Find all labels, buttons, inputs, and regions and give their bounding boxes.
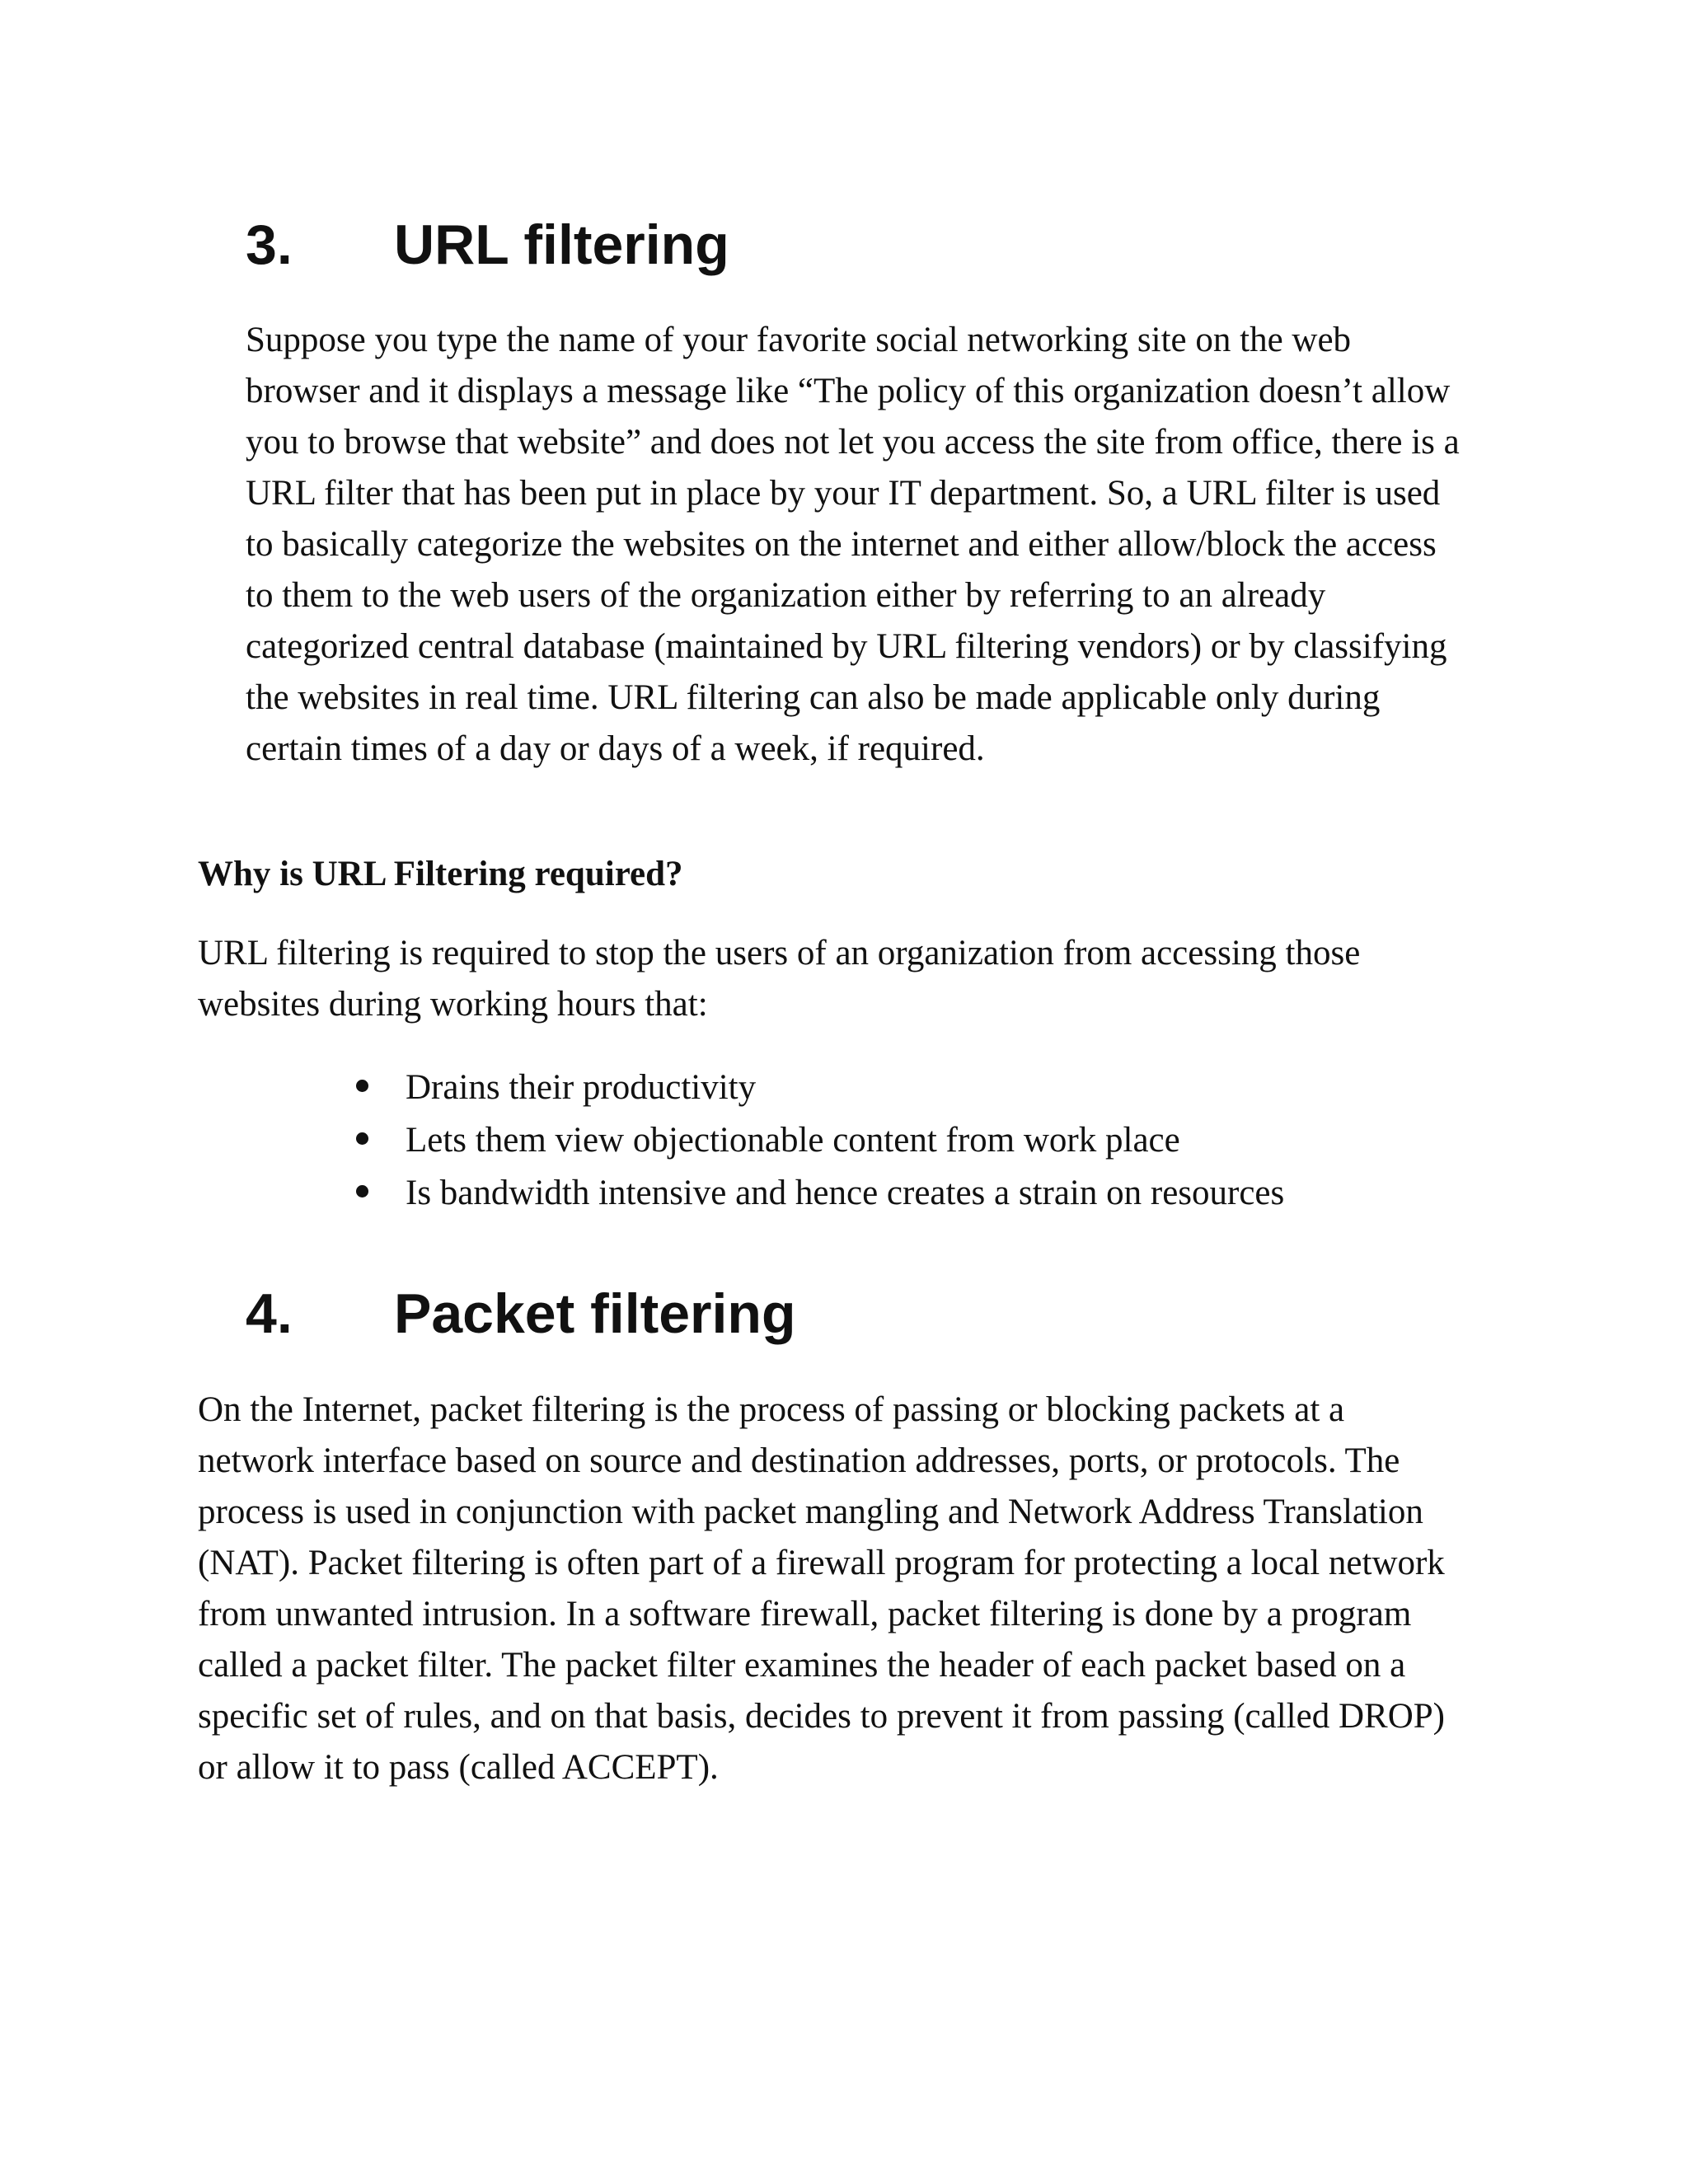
section-4-title: Packet filtering (394, 1282, 796, 1345)
section-4-number: 4. (246, 1282, 293, 1345)
list-item-text: Is bandwidth intensive and hence creates a strain on resources (406, 1174, 1285, 1212)
list-item (356, 1114, 1284, 1167)
section-4-paragraph: On the Internet, packet filtering is the process of passing or blocking packets at a network interface based on source and destination addresses, ports, or protocols. The process is used in conjunction with packet mangling and Network Address Translation (NAT). Packet filtering is often part of a firewall program for protecting a local network from unwanted intrusion. In a software firewall, packet filtering is done by a program called a packet filter. The packet filter examines the header of each packet based on a specific set of rules, and on that basis, decides to prevent it from passing (called DROP) or allow it to pass (called ACCEPT). (198, 1390, 1445, 1787)
section-3-heading (246, 212, 729, 278)
why-url-filtering-intro: URL filtering is required to stop the users of an organization from accessing those websites during working hours that: (198, 934, 1361, 1024)
why-url-filtering-heading: Why is URL Filtering required? (198, 855, 683, 893)
section-4-heading (246, 1281, 796, 1347)
section-3-paragraph: Suppose you type the name of your favorite social networking site on the web browser and it displays a message like “The policy of this organization doesn’t allow you to browse that website” and does not let you access the site from office, there is a URL filter that has been put in place by your IT department. So, a URL filter is used to basically categorize the websites on the internet and either allow/block the access to them to the web users of the organization either by referring to an already categorized central database (maintained by URL filtering vendors) or by classifying the websites in real time. URL filtering can also be made applicable only during certain times of a day or days of a week, if required. (246, 321, 1460, 768)
list-item (356, 1062, 1284, 1114)
bullet-icon (356, 1185, 368, 1197)
list-item-text: Drains their productivity (406, 1068, 757, 1107)
reasons-list (356, 1062, 1284, 1220)
list-item-text: Lets them view objectionable content from work place (406, 1121, 1180, 1160)
section-3-title: URL filtering (394, 213, 729, 276)
bullet-icon (356, 1132, 368, 1145)
section-3-number: 3. (246, 213, 293, 276)
list-item (356, 1167, 1284, 1220)
bullet-icon (356, 1080, 368, 1092)
